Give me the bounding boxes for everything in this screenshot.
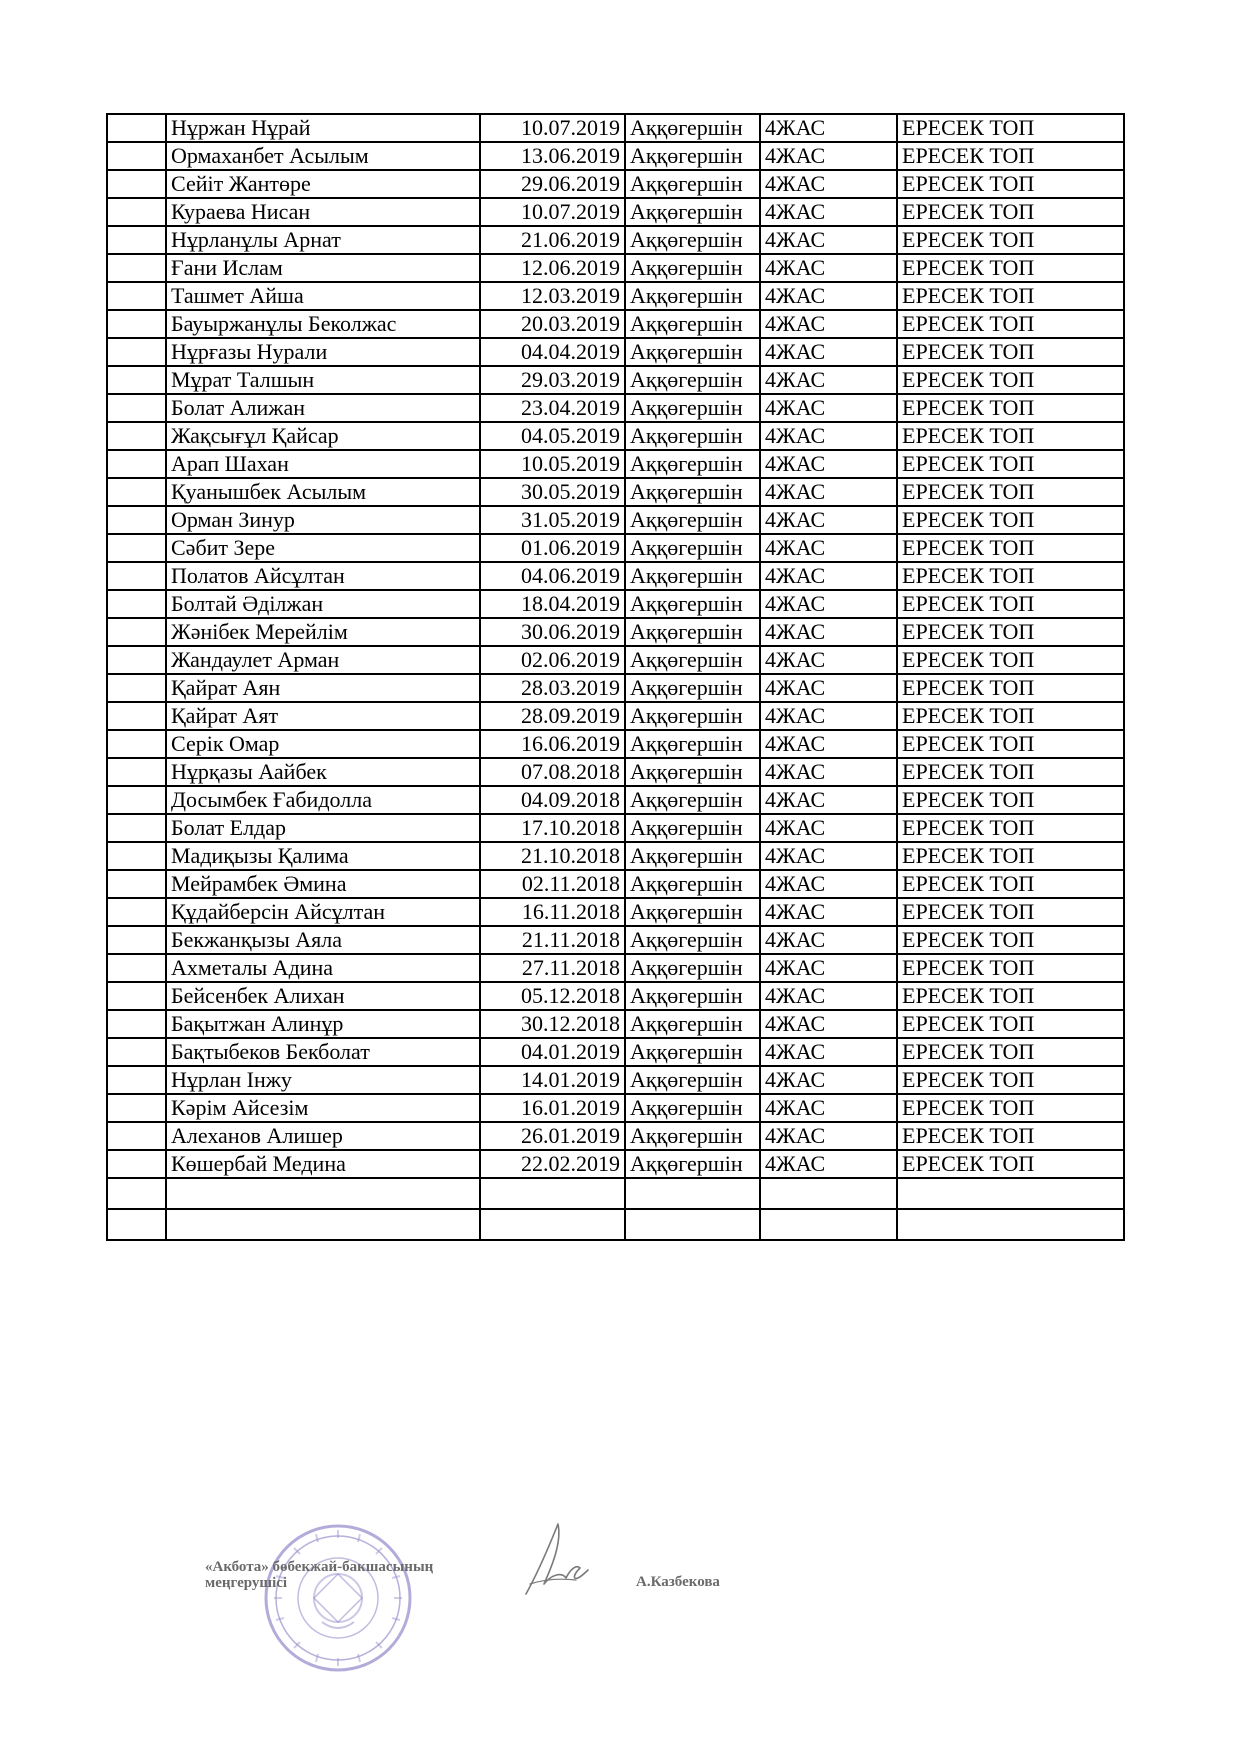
- group-name-cell: Аққөгершін: [625, 1122, 760, 1150]
- birth-date-cell: 31.05.2019: [480, 506, 625, 534]
- child-name-cell: Болтай Әділжан: [166, 590, 480, 618]
- group-level-cell: ЕРЕСЕК ТОП: [897, 982, 1124, 1010]
- age-cell: 4ЖАС: [760, 1066, 897, 1094]
- birth-date-cell: 12.06.2019: [480, 254, 625, 282]
- child-name-cell: Ғани Ислам: [166, 254, 480, 282]
- birth-date-cell: 02.06.2019: [480, 646, 625, 674]
- table-row: [107, 618, 1124, 646]
- table-row: [107, 1010, 1124, 1038]
- group-level-cell: ЕРЕСЕК ТОП: [897, 394, 1124, 422]
- child-name-cell: Жәнібек Мерейлім: [166, 618, 480, 646]
- table-row: [107, 926, 1124, 954]
- age-cell: 4ЖАС: [760, 814, 897, 842]
- group-name-cell: Аққөгершін: [625, 366, 760, 394]
- child-name-cell: Жандаулет Арман: [166, 646, 480, 674]
- row-number-cell: [107, 702, 166, 730]
- row-number-cell: [107, 954, 166, 982]
- group-level-cell: ЕРЕСЕК ТОП: [897, 478, 1124, 506]
- group-level-cell: ЕРЕСЕК ТОП: [897, 870, 1124, 898]
- birth-date-cell: 18.04.2019: [480, 590, 625, 618]
- age-cell: 4ЖАС: [760, 898, 897, 926]
- age-cell: 4ЖАС: [760, 198, 897, 226]
- birth-date-cell: 17.10.2018: [480, 814, 625, 842]
- age-cell: 4ЖАС: [760, 282, 897, 310]
- table-row: [107, 142, 1124, 170]
- age-cell: 4ЖАС: [760, 786, 897, 814]
- group-level-cell: ЕРЕСЕК ТОП: [897, 366, 1124, 394]
- age-cell: 4ЖАС: [760, 478, 897, 506]
- group-name-cell: Аққөгершін: [625, 898, 760, 926]
- birth-date-cell: 04.04.2019: [480, 338, 625, 366]
- table-row: [107, 310, 1124, 338]
- table-row: [107, 954, 1124, 982]
- group-name-cell: Аққөгершін: [625, 422, 760, 450]
- group-name-cell: Аққөгершін: [625, 338, 760, 366]
- age-cell: 4ЖАС: [760, 534, 897, 562]
- group-name-cell: Аққөгершін: [625, 170, 760, 198]
- table-row: [107, 1209, 1124, 1240]
- row-number-cell: [107, 982, 166, 1010]
- child-name-cell: Мейрамбек Әмина: [166, 870, 480, 898]
- group-name-cell: Аққөгершін: [625, 450, 760, 478]
- signer-name: А.Казбекова: [636, 1574, 720, 1590]
- table-row: [107, 226, 1124, 254]
- birth-date-cell: 27.11.2018: [480, 954, 625, 982]
- group-level-cell: ЕРЕСЕК ТОП: [897, 702, 1124, 730]
- age-cell: 4ЖАС: [760, 954, 897, 982]
- birth-date-cell: 07.08.2018: [480, 758, 625, 786]
- row-number-cell: [107, 142, 166, 170]
- row-number-cell: [107, 674, 166, 702]
- table-row: [107, 562, 1124, 590]
- child-name-cell: Досымбек Ғабидолла: [166, 786, 480, 814]
- group-name-cell: Аққөгершін: [625, 1066, 760, 1094]
- birth-date-cell: 10.07.2019: [480, 114, 625, 142]
- birth-date-cell: 16.01.2019: [480, 1094, 625, 1122]
- birth-date-cell: 29.03.2019: [480, 366, 625, 394]
- table-row: [107, 1038, 1124, 1066]
- group-name-cell: Аққөгершін: [625, 870, 760, 898]
- child-name-cell: Сәбит Зере: [166, 534, 480, 562]
- group-level-cell: ЕРЕСЕК ТОП: [897, 1066, 1124, 1094]
- birth-date-cell: 20.03.2019: [480, 310, 625, 338]
- age-cell: 4ЖАС: [760, 842, 897, 870]
- child-name-cell: Қайрат Аян: [166, 674, 480, 702]
- row-number-cell: [107, 1066, 166, 1094]
- age-cell: [760, 1209, 897, 1240]
- row-number-cell: [107, 478, 166, 506]
- table-row: [107, 366, 1124, 394]
- group-level-cell: ЕРЕСЕК ТОП: [897, 506, 1124, 534]
- age-cell: 4ЖАС: [760, 926, 897, 954]
- birth-date-cell: 04.05.2019: [480, 422, 625, 450]
- row-number-cell: [107, 870, 166, 898]
- table-row: [107, 1122, 1124, 1150]
- row-number-cell: [107, 450, 166, 478]
- row-number-cell: [107, 786, 166, 814]
- group-level-cell: ЕРЕСЕК ТОП: [897, 170, 1124, 198]
- group-name-cell: Аққөгершін: [625, 786, 760, 814]
- child-name-cell: Полатов Айсұлтан: [166, 562, 480, 590]
- row-number-cell: [107, 310, 166, 338]
- group-name-cell: Аққөгершін: [625, 1010, 760, 1038]
- group-name-cell: [625, 1178, 760, 1209]
- birth-date-cell: 04.09.2018: [480, 786, 625, 814]
- row-number-cell: [107, 366, 166, 394]
- table-row: [107, 646, 1124, 674]
- table-row: [107, 170, 1124, 198]
- table-row: [107, 534, 1124, 562]
- age-cell: 4ЖАС: [760, 394, 897, 422]
- table-row: [107, 282, 1124, 310]
- row-number-cell: [107, 282, 166, 310]
- birth-date-cell: 04.01.2019: [480, 1038, 625, 1066]
- group-level-cell: ЕРЕСЕК ТОП: [897, 730, 1124, 758]
- row-number-cell: [107, 254, 166, 282]
- age-cell: 4ЖАС: [760, 142, 897, 170]
- row-number-cell: [107, 814, 166, 842]
- age-cell: 4ЖАС: [760, 590, 897, 618]
- age-cell: 4ЖАС: [760, 1010, 897, 1038]
- table-row: [107, 478, 1124, 506]
- group-level-cell: ЕРЕСЕК ТОП: [897, 590, 1124, 618]
- birth-date-cell: [480, 1178, 625, 1209]
- age-cell: 4ЖАС: [760, 422, 897, 450]
- child-name-cell: Нұрланұлы Арнат: [166, 226, 480, 254]
- birth-date-cell: 01.06.2019: [480, 534, 625, 562]
- row-number-cell: [107, 506, 166, 534]
- birth-date-cell: 26.01.2019: [480, 1122, 625, 1150]
- table-row: [107, 450, 1124, 478]
- group-name-cell: Аққөгершін: [625, 954, 760, 982]
- row-number-cell: [107, 338, 166, 366]
- group-name-cell: Аққөгершін: [625, 282, 760, 310]
- child-name-cell: Бақытжан Алинұр: [166, 1010, 480, 1038]
- child-name-cell: Қайрат Аят: [166, 702, 480, 730]
- group-level-cell: ЕРЕСЕК ТОП: [897, 842, 1124, 870]
- child-name-cell: Бекжанқызы Аяла: [166, 926, 480, 954]
- table-row: [107, 898, 1124, 926]
- child-name-cell: Нұрлан Інжу: [166, 1066, 480, 1094]
- row-number-cell: [107, 1010, 166, 1038]
- group-level-cell: ЕРЕСЕК ТОП: [897, 142, 1124, 170]
- group-name-cell: Аққөгершін: [625, 618, 760, 646]
- group-level-cell: ЕРЕСЕК ТОП: [897, 786, 1124, 814]
- row-number-cell: [107, 730, 166, 758]
- group-name-cell: [625, 1209, 760, 1240]
- age-cell: 4ЖАС: [760, 114, 897, 142]
- table-row: [107, 674, 1124, 702]
- group-name-cell: Аққөгершін: [625, 590, 760, 618]
- group-name-cell: Аққөгершін: [625, 674, 760, 702]
- group-level-cell: ЕРЕСЕК ТОП: [897, 198, 1124, 226]
- group-level-cell: ЕРЕСЕК ТОП: [897, 226, 1124, 254]
- age-cell: 4ЖАС: [760, 1122, 897, 1150]
- table-row: [107, 1066, 1124, 1094]
- child-name-cell: Алеханов Алишер: [166, 1122, 480, 1150]
- group-level-cell: [897, 1178, 1124, 1209]
- group-name-cell: Аққөгершін: [625, 254, 760, 282]
- row-number-cell: [107, 1209, 166, 1240]
- age-cell: 4ЖАС: [760, 562, 897, 590]
- age-cell: 4ЖАС: [760, 506, 897, 534]
- birth-date-cell: 28.09.2019: [480, 702, 625, 730]
- child-name-cell: Мұрат Талшын: [166, 366, 480, 394]
- age-cell: 4ЖАС: [760, 254, 897, 282]
- child-name-cell: [166, 1178, 480, 1209]
- group-level-cell: ЕРЕСЕК ТОП: [897, 618, 1124, 646]
- row-number-cell: [107, 590, 166, 618]
- birth-date-cell: 16.11.2018: [480, 898, 625, 926]
- child-name-cell: Кураева Нисан: [166, 198, 480, 226]
- row-number-cell: [107, 422, 166, 450]
- child-name-cell: [166, 1209, 480, 1240]
- row-number-cell: [107, 1178, 166, 1209]
- age-cell: 4ЖАС: [760, 674, 897, 702]
- group-name-cell: Аққөгершін: [625, 142, 760, 170]
- table-row: [107, 254, 1124, 282]
- table-row: [107, 982, 1124, 1010]
- group-level-cell: ЕРЕСЕК ТОП: [897, 254, 1124, 282]
- table-row: [107, 1150, 1124, 1178]
- child-name-cell: Болат Алижан: [166, 394, 480, 422]
- row-number-cell: [107, 1038, 166, 1066]
- group-level-cell: [897, 1209, 1124, 1240]
- row-number-cell: [107, 758, 166, 786]
- group-level-cell: ЕРЕСЕК ТОП: [897, 562, 1124, 590]
- org-title-line-1: «Акбота» бөбекжай-бакшасының: [205, 1559, 434, 1575]
- group-level-cell: ЕРЕСЕК ТОП: [897, 758, 1124, 786]
- child-name-cell: Нұрқазы Аайбек: [166, 758, 480, 786]
- table-row: [107, 198, 1124, 226]
- group-name-cell: Аққөгершін: [625, 310, 760, 338]
- age-cell: 4ЖАС: [760, 450, 897, 478]
- age-cell: 4ЖАС: [760, 646, 897, 674]
- roster-sheet: [106, 113, 1125, 1241]
- table-row: [107, 814, 1124, 842]
- seal-stamp-icon: [262, 1522, 414, 1674]
- row-number-cell: [107, 1122, 166, 1150]
- group-level-cell: ЕРЕСЕК ТОП: [897, 534, 1124, 562]
- roster-body: [107, 114, 1124, 1240]
- group-name-cell: Аққөгершін: [625, 1150, 760, 1178]
- birth-date-cell: [480, 1209, 625, 1240]
- age-cell: 4ЖАС: [760, 1150, 897, 1178]
- group-name-cell: Аққөгершін: [625, 534, 760, 562]
- group-level-cell: ЕРЕСЕК ТОП: [897, 310, 1124, 338]
- row-number-cell: [107, 198, 166, 226]
- birth-date-cell: 10.07.2019: [480, 198, 625, 226]
- group-name-cell: Аққөгершін: [625, 506, 760, 534]
- table-row: [107, 338, 1124, 366]
- child-name-cell: Ормаханбет Асылым: [166, 142, 480, 170]
- group-level-cell: ЕРЕСЕК ТОП: [897, 338, 1124, 366]
- group-name-cell: Аққөгершін: [625, 1094, 760, 1122]
- group-level-cell: ЕРЕСЕК ТОП: [897, 646, 1124, 674]
- age-cell: 4ЖАС: [760, 618, 897, 646]
- group-level-cell: ЕРЕСЕК ТОП: [897, 422, 1124, 450]
- child-name-cell: Арап Шахан: [166, 450, 480, 478]
- table-row: [107, 506, 1124, 534]
- age-cell: 4ЖАС: [760, 982, 897, 1010]
- child-name-cell: Жақсығұл Қайсар: [166, 422, 480, 450]
- org-title-line-2: меңгерушісі: [205, 1575, 288, 1591]
- group-name-cell: Аққөгершін: [625, 758, 760, 786]
- row-number-cell: [107, 1150, 166, 1178]
- table-row: [107, 702, 1124, 730]
- group-level-cell: ЕРЕСЕК ТОП: [897, 1010, 1124, 1038]
- group-name-cell: Аққөгершін: [625, 226, 760, 254]
- birth-date-cell: 30.06.2019: [480, 618, 625, 646]
- group-level-cell: ЕРЕСЕК ТОП: [897, 282, 1124, 310]
- birth-date-cell: 04.06.2019: [480, 562, 625, 590]
- group-level-cell: ЕРЕСЕК ТОП: [897, 1038, 1124, 1066]
- age-cell: 4ЖАС: [760, 702, 897, 730]
- child-name-cell: Серік Омар: [166, 730, 480, 758]
- group-name-cell: Аққөгершін: [625, 982, 760, 1010]
- group-name-cell: Аққөгершін: [625, 198, 760, 226]
- table-row: [107, 1094, 1124, 1122]
- group-level-cell: ЕРЕСЕК ТОП: [897, 926, 1124, 954]
- group-name-cell: Аққөгершін: [625, 814, 760, 842]
- group-level-cell: ЕРЕСЕК ТОП: [897, 814, 1124, 842]
- row-number-cell: [107, 1094, 166, 1122]
- birth-date-cell: 02.11.2018: [480, 870, 625, 898]
- age-cell: 4ЖАС: [760, 366, 897, 394]
- row-number-cell: [107, 562, 166, 590]
- table-row: [107, 758, 1124, 786]
- birth-date-cell: 28.03.2019: [480, 674, 625, 702]
- group-name-cell: Аққөгершін: [625, 562, 760, 590]
- birth-date-cell: 16.06.2019: [480, 730, 625, 758]
- roster-table: [106, 113, 1125, 1241]
- group-level-cell: ЕРЕСЕК ТОП: [897, 954, 1124, 982]
- child-name-cell: Болат Елдар: [166, 814, 480, 842]
- row-number-cell: [107, 646, 166, 674]
- table-row: [107, 786, 1124, 814]
- child-name-cell: Бауыржанұлы Беколжас: [166, 310, 480, 338]
- group-level-cell: ЕРЕСЕК ТОП: [897, 1094, 1124, 1122]
- child-name-cell: Ахметалы Адина: [166, 954, 480, 982]
- row-number-cell: [107, 394, 166, 422]
- table-row: [107, 842, 1124, 870]
- birth-date-cell: 21.06.2019: [480, 226, 625, 254]
- row-number-cell: [107, 926, 166, 954]
- table-row: [107, 114, 1124, 142]
- table-row: [107, 394, 1124, 422]
- child-name-cell: Сейіт Жантөре: [166, 170, 480, 198]
- birth-date-cell: 23.04.2019: [480, 394, 625, 422]
- age-cell: [760, 1178, 897, 1209]
- table-row: [107, 1178, 1124, 1209]
- child-name-cell: Құдайберсін Айсұлтан: [166, 898, 480, 926]
- table-row: [107, 590, 1124, 618]
- child-name-cell: Көшербай Медина: [166, 1150, 480, 1178]
- age-cell: 4ЖАС: [760, 758, 897, 786]
- group-name-cell: Аққөгершін: [625, 1038, 760, 1066]
- birth-date-cell: 21.10.2018: [480, 842, 625, 870]
- row-number-cell: [107, 170, 166, 198]
- child-name-cell: Орман Зинур: [166, 506, 480, 534]
- birth-date-cell: 21.11.2018: [480, 926, 625, 954]
- row-number-cell: [107, 842, 166, 870]
- group-name-cell: Аққөгершін: [625, 702, 760, 730]
- age-cell: 4ЖАС: [760, 730, 897, 758]
- child-name-cell: Кәрім Айсезім: [166, 1094, 480, 1122]
- table-row: [107, 870, 1124, 898]
- child-name-cell: Нұржан Нұрай: [166, 114, 480, 142]
- age-cell: 4ЖАС: [760, 870, 897, 898]
- handwritten-signature-icon: [522, 1514, 590, 1606]
- age-cell: 4ЖАС: [760, 1038, 897, 1066]
- group-name-cell: Аққөгершін: [625, 478, 760, 506]
- row-number-cell: [107, 114, 166, 142]
- birth-date-cell: 12.03.2019: [480, 282, 625, 310]
- row-number-cell: [107, 898, 166, 926]
- group-level-cell: ЕРЕСЕК ТОП: [897, 1122, 1124, 1150]
- group-name-cell: Аққөгершін: [625, 646, 760, 674]
- birth-date-cell: 05.12.2018: [480, 982, 625, 1010]
- group-level-cell: ЕРЕСЕК ТОП: [897, 1150, 1124, 1178]
- table-row: [107, 422, 1124, 450]
- age-cell: 4ЖАС: [760, 170, 897, 198]
- group-level-cell: ЕРЕСЕК ТОП: [897, 674, 1124, 702]
- row-number-cell: [107, 534, 166, 562]
- child-name-cell: Мадиқызы Қалима: [166, 842, 480, 870]
- birth-date-cell: 22.02.2019: [480, 1150, 625, 1178]
- group-name-cell: Аққөгершін: [625, 730, 760, 758]
- age-cell: 4ЖАС: [760, 310, 897, 338]
- age-cell: 4ЖАС: [760, 1094, 897, 1122]
- birth-date-cell: 13.06.2019: [480, 142, 625, 170]
- age-cell: 4ЖАС: [760, 226, 897, 254]
- birth-date-cell: 14.01.2019: [480, 1066, 625, 1094]
- birth-date-cell: 30.05.2019: [480, 478, 625, 506]
- table-row: [107, 730, 1124, 758]
- group-level-cell: ЕРЕСЕК ТОП: [897, 450, 1124, 478]
- child-name-cell: Қуанышбек Асылым: [166, 478, 480, 506]
- group-name-cell: Аққөгершін: [625, 926, 760, 954]
- row-number-cell: [107, 618, 166, 646]
- child-name-cell: Ташмет Айша: [166, 282, 480, 310]
- child-name-cell: Бақтыбеков Бекболат: [166, 1038, 480, 1066]
- child-name-cell: Нұрғазы Нурали: [166, 338, 480, 366]
- group-name-cell: Аққөгершін: [625, 114, 760, 142]
- group-name-cell: Аққөгершін: [625, 842, 760, 870]
- birth-date-cell: 29.06.2019: [480, 170, 625, 198]
- group-name-cell: Аққөгершін: [625, 394, 760, 422]
- row-number-cell: [107, 226, 166, 254]
- group-level-cell: ЕРЕСЕК ТОП: [897, 114, 1124, 142]
- birth-date-cell: 30.12.2018: [480, 1010, 625, 1038]
- birth-date-cell: 10.05.2019: [480, 450, 625, 478]
- child-name-cell: Бейсенбек Алихан: [166, 982, 480, 1010]
- age-cell: 4ЖАС: [760, 338, 897, 366]
- group-level-cell: ЕРЕСЕК ТОП: [897, 898, 1124, 926]
